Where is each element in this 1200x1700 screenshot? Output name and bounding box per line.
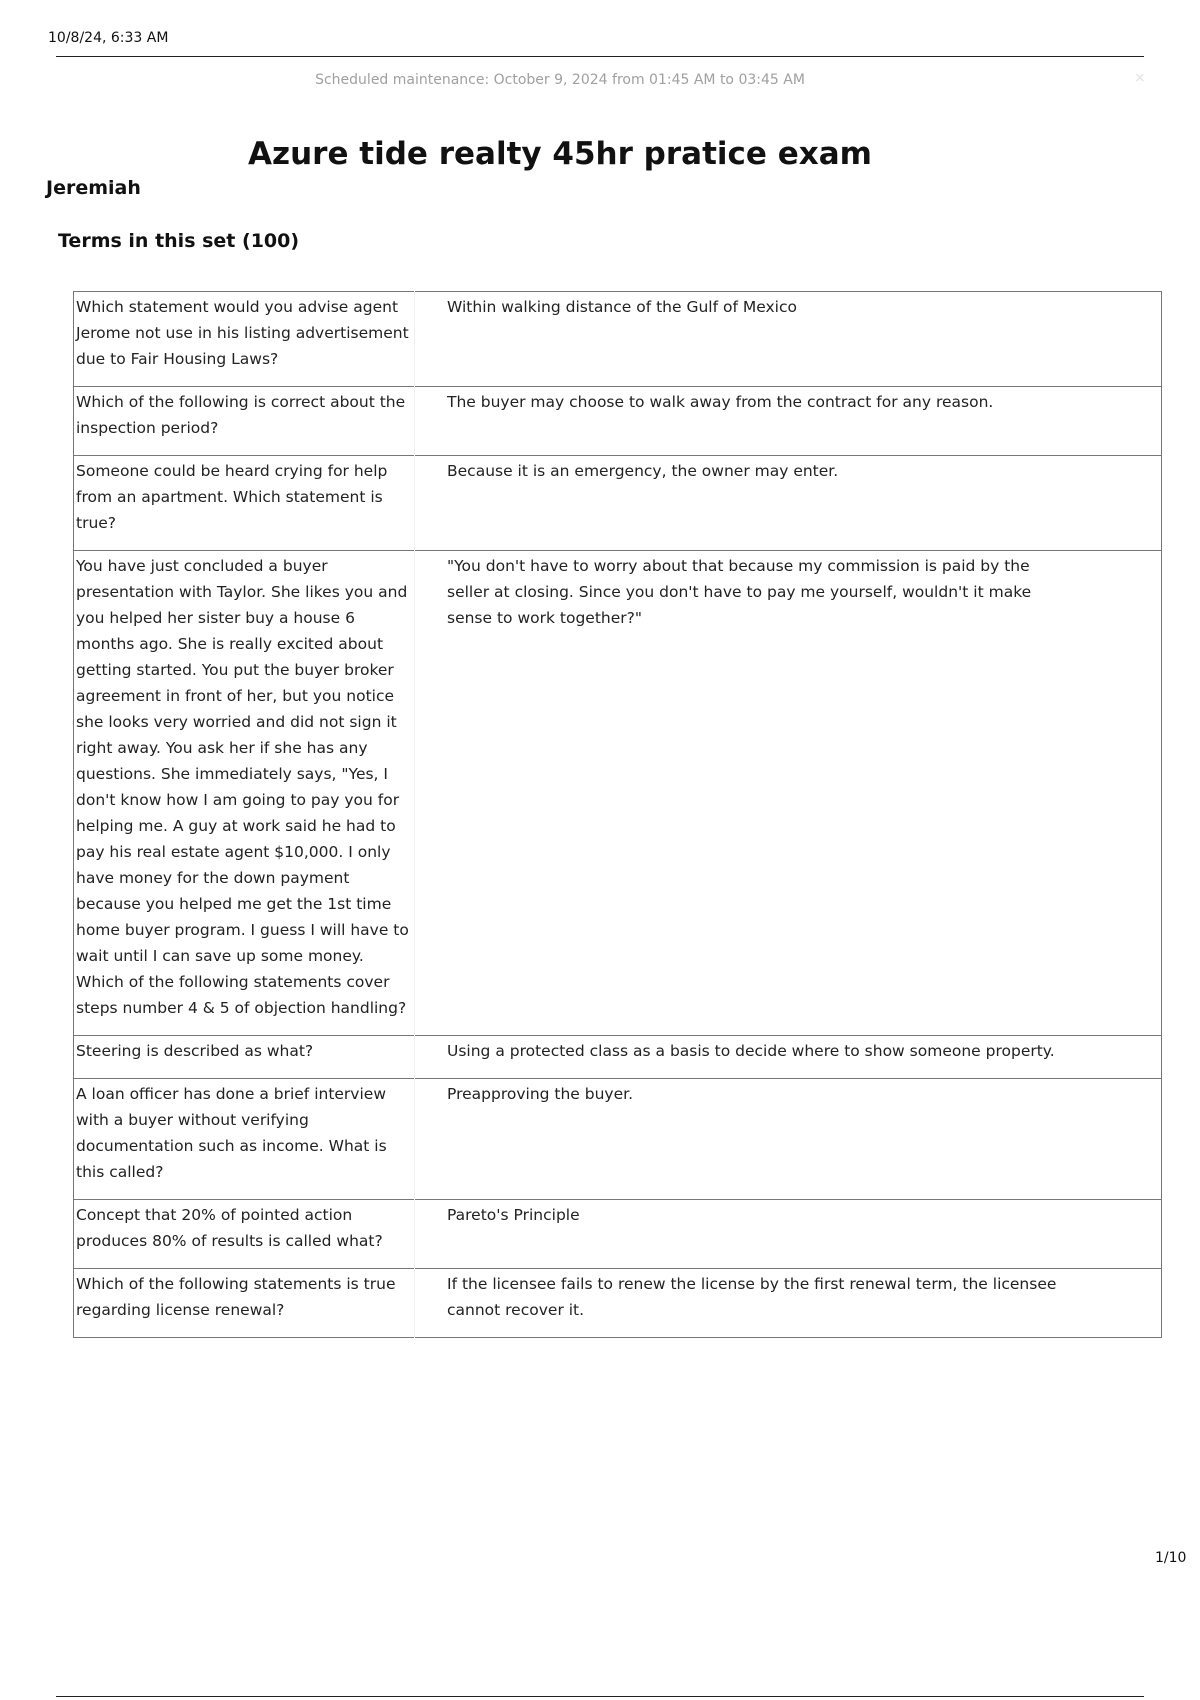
table-row bbox=[74, 1200, 1162, 1269]
term-answer: "You don't have to worry about that because my commission is paid by the seller at closing. Since you don't have to pay me yourself, wouldn't it make sense to work together?" bbox=[415, 551, 1162, 1036]
terms-table bbox=[73, 291, 1162, 1338]
term-question: Someone could be heard crying for help from an apartment. Which statement is true? bbox=[74, 456, 415, 551]
term-answer: Preapproving the buyer. bbox=[415, 1079, 1162, 1200]
footer-divider bbox=[56, 1696, 1144, 1697]
term-question: You have just concluded a buyer presentation with Taylor. She likes you and you helped her sister buy a house 6 months ago. She is really excited about getting started. You put the buyer broker agreement in front of her, but you notice she looks very worried and did not sign it right away. You ask her if she has any questions. She immediately says, "Yes, I don't know how I am going to pay you for helping me. A guy at work said he had to pay his real estate agent $10,000. I only have money for the down payment because you helped me get the 1st time home buyer program. I guess I will have to wait until I can save up some money. Which of the following statements cover steps number 4 & 5 of objection handling? bbox=[74, 551, 415, 1036]
term-answer: If the licensee fails to renew the license by the first renewal term, the licensee cannot recover it. bbox=[415, 1269, 1162, 1338]
table-row bbox=[74, 456, 1162, 551]
print-date: 10/8/24, 6:33 AM bbox=[48, 30, 169, 46]
table-row bbox=[74, 551, 1162, 1036]
term-question: A loan officer has done a brief interview with a buyer without verifying documentation such as income. What is this called? bbox=[74, 1079, 415, 1200]
table-row bbox=[74, 1079, 1162, 1200]
page-number: 1/10 bbox=[1155, 1550, 1187, 1566]
terms-heading: Terms in this set (100) bbox=[58, 230, 300, 252]
author-name: Jeremiah bbox=[46, 177, 141, 199]
header-divider bbox=[56, 56, 1144, 57]
page-title: Azure tide realty 45hr pratice exam bbox=[248, 136, 872, 172]
table-row bbox=[74, 1269, 1162, 1338]
term-answer: Within walking distance of the Gulf of Mexico bbox=[415, 292, 1162, 387]
table-row bbox=[74, 1036, 1162, 1079]
table-row bbox=[74, 292, 1162, 387]
term-answer: Because it is an emergency, the owner may enter. bbox=[415, 456, 1162, 551]
close-icon[interactable]: × bbox=[1134, 70, 1146, 86]
maintenance-banner: Scheduled maintenance: October 9, 2024 from 01:45 AM to 03:45 AM bbox=[315, 72, 805, 88]
term-answer: Pareto's Principle bbox=[415, 1200, 1162, 1269]
term-question: Which statement would you advise agent Jerome not use in his listing advertisement due to Fair Housing Laws? bbox=[74, 292, 415, 387]
term-question: Which of the following is correct about the inspection period? bbox=[74, 387, 415, 456]
table-row bbox=[74, 387, 1162, 456]
term-answer: The buyer may choose to walk away from the contract for any reason. bbox=[415, 387, 1162, 456]
term-question: Steering is described as what? bbox=[74, 1036, 415, 1079]
term-question: Which of the following statements is true regarding license renewal? bbox=[74, 1269, 415, 1338]
term-question: Concept that 20% of pointed action produces 80% of results is called what? bbox=[74, 1200, 415, 1269]
term-answer: Using a protected class as a basis to decide where to show someone property. bbox=[415, 1036, 1162, 1079]
